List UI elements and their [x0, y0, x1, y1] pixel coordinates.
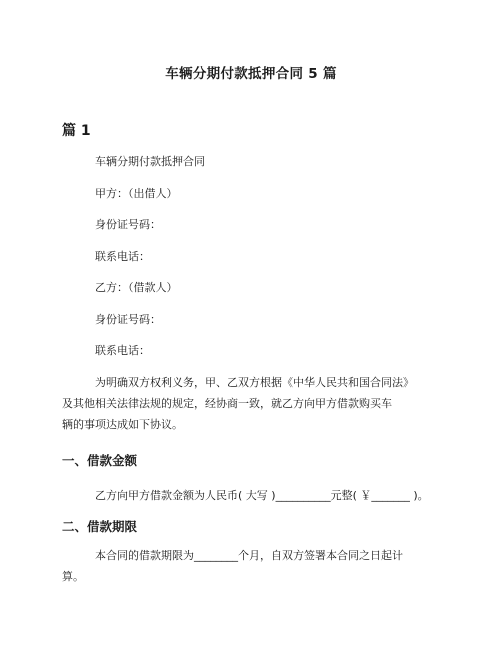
party-a-phone-label: 联系电话：	[95, 250, 150, 263]
section-1-heading: 一、借款金额	[62, 453, 138, 468]
intro-line-2: 及其他相关法律法规的规定，经协商一致，就乙方向甲方借款购买车	[62, 397, 392, 410]
section-1-text: 乙方向甲方借款金额为人民币( 大写 )__________元整( ￥_______ )。	[95, 489, 429, 502]
intro-line-1: 为明确双方权利义务，甲、乙双方根据《中华人民共和国合同法》	[95, 376, 414, 389]
party-b-id-label: 身份证号码：	[95, 313, 161, 326]
section-2-line-1: 本合同的借款期限为________个月，自双方签署本合同之日起计	[95, 549, 403, 562]
party-b-label: 乙方：（借款人）	[95, 281, 178, 294]
intro-line-3: 辆的事项达成如下协议。	[62, 418, 183, 431]
document-title: 车辆分期付款抵押合同 5 篇	[165, 66, 337, 82]
section-2-heading: 二、借款期限	[62, 519, 138, 534]
party-a-id-label: 身份证号码：	[95, 218, 161, 231]
party-b-phone-label: 联系电话：	[95, 344, 150, 357]
section-2-paragraph	[62, 545, 442, 587]
section-2-line-2: 算。	[62, 570, 84, 583]
part-heading: 篇 1	[62, 123, 91, 139]
intro-paragraph	[62, 372, 442, 435]
party-a-label: 甲方：（出借人）	[95, 187, 178, 200]
contract-name: 车辆分期付款抵押合同	[95, 155, 205, 168]
